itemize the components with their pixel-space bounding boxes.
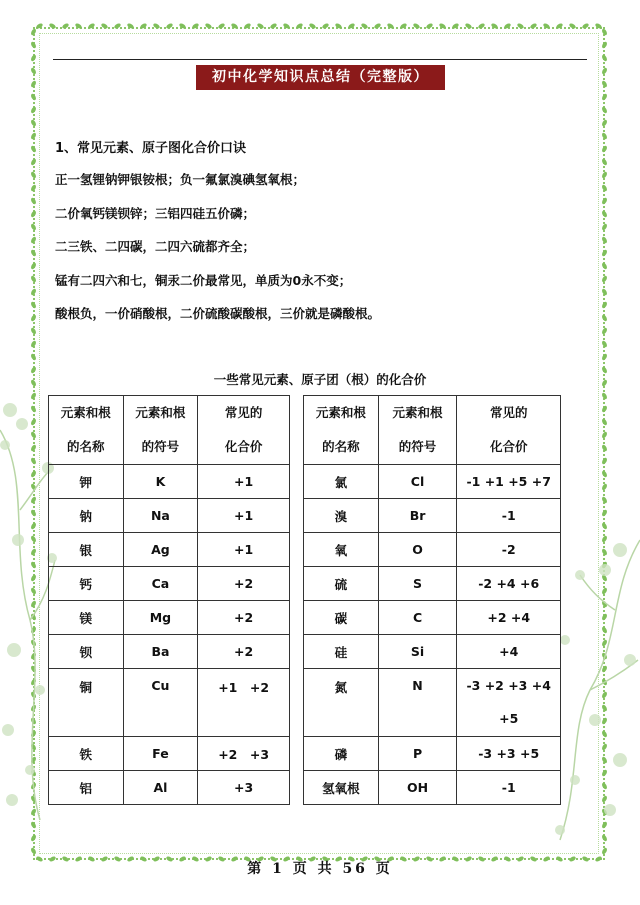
element-valence: +1: [198, 499, 290, 533]
table-row: [304, 499, 561, 533]
element-valence: +2 +3: [198, 737, 290, 771]
element-valence: +2 +4: [457, 601, 561, 635]
section-heading: 1、常见元素、原子图化合价口诀: [55, 141, 247, 156]
element-name: 镁: [49, 601, 124, 635]
table-row: [49, 737, 290, 771]
table-row: [49, 567, 290, 601]
table-header-row: [304, 396, 561, 465]
element-name: 钠: [49, 499, 124, 533]
page-footer: 第 1 页 共 56 页: [247, 861, 393, 877]
table-row: [304, 601, 561, 635]
table-row: [49, 533, 290, 567]
element-name: 磷: [304, 737, 379, 771]
element-symbol: Ca: [123, 567, 198, 601]
table-row: [304, 669, 561, 737]
element-name: 氧: [304, 533, 379, 567]
table-row: [49, 669, 290, 737]
element-symbol: P: [378, 737, 457, 771]
header-valence: [198, 396, 290, 465]
element-valence: +1 +2: [198, 669, 290, 737]
element-name: 氯: [304, 465, 379, 499]
element-name: 铁: [49, 737, 124, 771]
header-line: 元素和根: [135, 405, 186, 420]
header-line: 元素和根: [392, 405, 443, 420]
element-valence: [457, 669, 561, 737]
element-valence: +3: [198, 771, 290, 805]
header-line: 的名称: [322, 439, 360, 454]
valence-table-right: [303, 395, 561, 805]
header-name: [49, 396, 124, 465]
valence-line-1: -3 +2 +3 +4: [466, 678, 551, 693]
element-name: 溴: [304, 499, 379, 533]
header-line: 化合价: [489, 439, 528, 454]
element-symbol: S: [378, 567, 457, 601]
element-symbol: N: [378, 669, 457, 737]
element-name: 氢氧根: [304, 771, 379, 805]
element-valence: -2 +4 +6: [457, 567, 561, 601]
table-row: [49, 635, 290, 669]
table-caption: 一些常见元素、原子团（根）的化合价: [213, 372, 427, 387]
element-valence: -1: [457, 771, 561, 805]
header-line: 常见的: [224, 405, 263, 420]
element-valence: +2: [198, 635, 290, 669]
element-name: 铝: [49, 771, 124, 805]
element-name: 钙: [49, 567, 124, 601]
element-symbol: O: [378, 533, 457, 567]
table-row: [49, 601, 290, 635]
element-valence: -2: [457, 533, 561, 567]
element-symbol: Si: [378, 635, 457, 669]
element-valence: +4: [457, 635, 561, 669]
header-rule: [53, 59, 587, 60]
page-title: 初中化学知识点总结（完整版）: [196, 65, 445, 90]
element-symbol: Na: [123, 499, 198, 533]
element-symbol: Mg: [123, 601, 198, 635]
element-valence: +1: [198, 465, 290, 499]
header-symbol: [378, 396, 457, 465]
element-valence: -1 +1 +5 +7: [457, 465, 561, 499]
element-name: 银: [49, 533, 124, 567]
element-name: 铜: [49, 669, 124, 737]
table-row: [304, 465, 561, 499]
valence-table-left: [48, 395, 290, 805]
rhyme-line-1: 正一氢锂钠钾银铵根；负一氟氯溴碘氢氧根；: [55, 172, 306, 187]
element-name: 氮: [304, 669, 379, 737]
table-row: [304, 737, 561, 771]
element-valence: -1: [457, 499, 561, 533]
element-symbol: C: [378, 601, 457, 635]
table-row: [304, 533, 561, 567]
element-valence: +2: [198, 567, 290, 601]
table-row: [304, 771, 561, 805]
element-name: 硅: [304, 635, 379, 669]
table-row: [304, 635, 561, 669]
table-row: [49, 499, 290, 533]
header-valence: [457, 396, 561, 465]
header-symbol: [123, 396, 198, 465]
rhyme-line-4: 锰有二四六和七，铜汞二价最常见，单质为0永不变；: [55, 273, 352, 288]
element-symbol: Cu: [123, 669, 198, 737]
element-symbol: Cl: [378, 465, 457, 499]
element-name: 钡: [49, 635, 124, 669]
rhyme-line-5: 酸根负，一价硝酸根，二价硫酸碳酸根，三价就是磷酸根。: [55, 306, 381, 321]
element-symbol: Ag: [123, 533, 198, 567]
header-line: 元素和根: [60, 405, 111, 420]
element-name: 碳: [304, 601, 379, 635]
rhyme-line-3: 二三铁、二四碳，二四六硫都齐全；: [55, 239, 256, 254]
valence-line-2: +5: [499, 711, 519, 726]
header-line: 常见的: [489, 405, 528, 420]
header-line: 的符号: [141, 439, 180, 454]
element-symbol: Br: [378, 499, 457, 533]
table-row: [49, 771, 290, 805]
element-symbol: OH: [378, 771, 457, 805]
rhyme-line-2: 二价氧钙镁钡锌；三铝四硅五价磷；: [55, 206, 256, 221]
table-row: [304, 567, 561, 601]
header-name: [304, 396, 379, 465]
element-symbol: Fe: [123, 737, 198, 771]
element-name: 钾: [49, 465, 124, 499]
element-valence: +2: [198, 601, 290, 635]
element-valence: -3 +3 +5: [457, 737, 561, 771]
table-header-row: [49, 396, 290, 465]
element-symbol: K: [123, 465, 198, 499]
header-line: 的符号: [398, 439, 437, 454]
header-line: 化合价: [224, 439, 263, 454]
element-symbol: Al: [123, 771, 198, 805]
table-row: [49, 465, 290, 499]
element-name: 硫: [304, 567, 379, 601]
header-line: 的名称: [67, 439, 105, 454]
element-valence: +1: [198, 533, 290, 567]
header-line: 元素和根: [315, 405, 366, 420]
element-symbol: Ba: [123, 635, 198, 669]
